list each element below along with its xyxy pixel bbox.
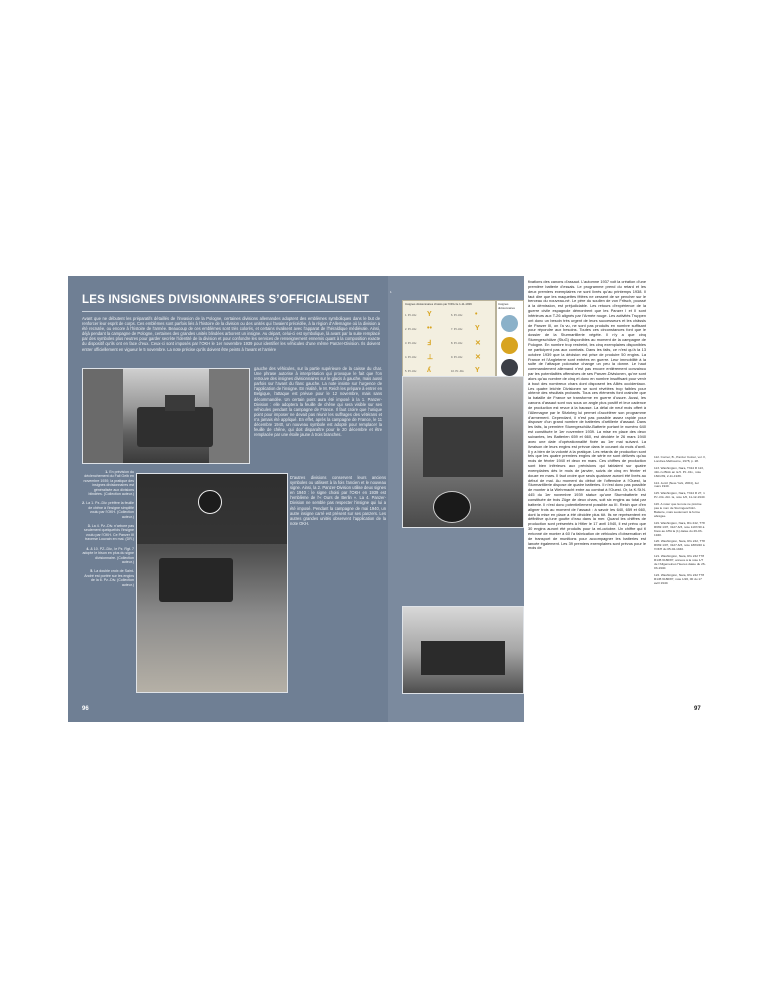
figure-ref: 1 (390, 290, 392, 294)
caption-2 (82, 501, 134, 519)
insignia-y-icon: Y (475, 325, 480, 332)
caption-list (82, 470, 134, 592)
tank-hull (423, 417, 503, 477)
footnote: 114. Jentz (New-York, 2004), 1er mars 1940. (654, 480, 700, 489)
tank-body (421, 641, 505, 675)
insignia-dots-icon: •• (427, 325, 432, 332)
left-page (68, 276, 388, 722)
title-rule (82, 311, 380, 312)
emblem-inset (433, 491, 471, 523)
caption-text: La 1. Pz.-Div. préfère la feuille de chêne à l’insigne simplifié voulu par l’OKH. (Collection auteur.) (86, 501, 134, 519)
insignia-label: 6. Pz.-Div. (451, 314, 463, 317)
footnote: 113. Washington, Nara, T314 R 113, 41b-zu Blick an la 5. Pz.-Div., note 1601/39, 2-11-1939. (654, 465, 704, 478)
tank-convoy (159, 558, 233, 602)
footnote: 116. A noter que la note ne précise pas le nom de Sturmgeschütz-Batterie, mais seulement la forme abrégée. (654, 502, 702, 518)
insignia-label: 8. Pz.-Div. (451, 342, 463, 345)
badge-column (496, 300, 524, 384)
intro-text: Avant que ne débutent les préparatifs détaillés de l’invasion de la Pologne, certaines divisions allemandes adoptent des emblèmes symboliques dans le but de renforcer leur esprit de corps. Ces emblèmes sont parfois liés à l’histoire de la division ou des unités qui l’avaient précédée, à la région d’Allemagne où la division a été recrutée, ou encore à l’histoire de l’armée. Beaucoup de ces emblèmes sont très colorés, et certains rivalisent avec l’apparat de l’héraldique médiévale. Ainsi, déjà pendant la campagne de Pologne, certaines des grandes unités blindées arborent un insigne. Au départ, celui-ci est symbolique, là avant par la suite remplacé par des symboles plus neutres pour garder secrète l’identité de la division et pour confondre les services de renseignement ennemis quant à la composition exacte du dispositif qu’ils ont en face d’eux. Ceux-ci sont imposés par l’OKH le 1er novembre 1939 pour identifier les véhicules d’une même Panzer-Division. Ils doivent entrer officiellement en vigueur le 5 novembre. La note précise qu’ils doivent être peints à l’avant et l’arrière (82, 316, 380, 352)
photo-tank-side (402, 606, 524, 694)
insignia-cross-icon: ✕ (475, 340, 481, 347)
badge-dot-icon (501, 337, 518, 354)
insignia-label: 3. Pz.-Div. (405, 342, 417, 345)
caption-5 (82, 569, 134, 587)
insignia-label: 4. Pz.-Div. (405, 356, 417, 359)
insignia-chart (402, 300, 496, 384)
footnote: 115. Washington, Nara, T314 R 27, 1 Pz.-Div. Abt. Ia, note 1/0, 11-12-1940. (654, 491, 706, 500)
insignia-y-icon: Y (427, 311, 432, 318)
tank-silhouette (137, 407, 213, 447)
column-text: gauche des véhicules, sur la partie supérieure de la caisse du char. Une phrase autorise à interprétation qui provoque le fait que l’on retrouve des insignes divisionnaires sur le glacis à gauche, mais aussi parfois sur l’avant du flanc gauche. La note insiste sur l’urgence de l’application de l’insigne. En réalité, le M. Reich les prépare à entrer en Belgique, l’attaque est prévue pour le 12 novembre, mais sans décommandée. Un certain point aura été imposé à la 1. Panzer-Division : elle adoptera la feuille de chêne qui sera visible sur ses véhicules pendant la campagne de France. Il faut croire que l’unique point pour imposer ne devait pas réunir les suffrages des vétérans et n’a jamais été appliqué. En effet, après la campagne de France, le 11 décembre 1940, un nouveau symbole est adopté pour remplacer la feuille de chêne, qui doit disparaître pour le 20 décembre et être remplacée par une étoile jaune à trois branches. (254, 366, 382, 438)
caption-number: 3. (87, 524, 91, 529)
oak-leaf-emblem (198, 490, 222, 514)
insignia-row (405, 353, 493, 365)
caption-number: 1. (105, 470, 109, 474)
insignia-label: 5. Pz.-Div. (405, 370, 417, 373)
footnote: 119. Washington, Nara, RG 242, T78 R669 1/07, 3127-6/3, note 1197/40 à Kiew au AHA la (1) datée du 26-03-1940. (654, 520, 705, 537)
insignia-row (405, 325, 493, 337)
caption-number: 5. (90, 569, 94, 574)
photo-street-tank (82, 368, 250, 464)
caption-number: 4. (86, 546, 90, 551)
footnote: 121. Washington, Nara, RG 242 T78 R145 6180/87, annexe à la note 1/7 de l’Allgemeines Heeres datée du 26-03-1940. (654, 554, 706, 570)
footnote: 122. Washington, Nara, RG 242 T78 R145 6180/87, note 1/20, 00 du 17 avril 1940. (654, 572, 705, 585)
magazine-spread (68, 276, 708, 722)
footnote: 120. Washington, Nara, RG 242, T78 R669 1/07, 3127-6/3, note 1883/40 à l’OKH du 05-04-1940. (654, 539, 705, 552)
page-number-right: 97 (694, 706, 701, 712)
footnote: 112. Corner, B., Panzer Colour, vol. II, Londres-Melbourne, 1978, p. 28. (654, 456, 706, 463)
insignia-row (405, 311, 493, 323)
tank-turret (165, 395, 195, 411)
insignia-label: 10. Pz.-Div. (451, 370, 465, 373)
building-right (209, 369, 249, 463)
caption-text: La double croix de Saint-André est portée sur les engins de la 6. Pz.-Div. (Collection auteur.) (84, 569, 134, 587)
insignia-row (405, 339, 493, 351)
insignia-label: 9. Pz.-Div. (451, 356, 463, 359)
caption-text: & 10. PZ.-Div., le Pz. Rgt. 7 adopte le bison en plus du signe divisionnaire. (Collection auteur.) (82, 546, 134, 564)
mid-column-text: D’autres divisions conservent leurs anciens symboles ou utilisent à la fois l’ancien et le nouveau signe. Ainsi, la 2. Panzer-Division utilise deux signes en 1940 : le signe choisi par l’OKH en 1939 est l’emblème de l’« Ours de Berlin ». La 4. Panzer-Division ne semble pas respecter l’insigne qui lui a été imposé. Pendant la campagne de mai 1940, un autre insigne carré est présent sur ses panzers. Les autres grandes unités observent l’application de la note OKH. (290, 475, 386, 526)
badge-dark-icon (501, 359, 518, 376)
page-number-left: 96 (82, 706, 89, 712)
insignia-hook-icon: ʎ (427, 367, 431, 374)
caption-3 (82, 524, 134, 542)
main-column-text: fixations des canons d’assaut. L’automne 1937 voit la création d’une première batterie d’essais. Le programme prend du retard et les deux premiers exemplaires ne sont livrés qu’au printemps 1938. Il faut dire que les maquettes fêlées ne cessent de se pencher sur le berceau du nouveau-né. Le père du soulien de von Fritsch, poussé à la démission, est préjudiciable. Les retours d’expérience de la guerre civile espagnole démontrent que les Panzer I et II sont inférieurs aux T-26 alignés par l’Armée rouge. Les activités Truppen ont donc un besoin très urgent de leurs successeurs et les châssis de Panzer III, on l’a vu, ne sont pas produits en nombre suffisant pour répondre aux besoins. Toutes ces circonstances font que le dossier de la Sturmartillerie végète. Il n’y a que cinq Sturmgeschütze (StuG) disponibles au moment de la campagne de Pologne. En nombre trop restreint, les cinq exemplaires disponibles ne participent pas aux combats. Dans les faits, ce n’est qu’à la 13 octobre 1939 que la décision est prise de produire 50 engins. La France et l’Angleterre sont entrées en guerre. Leur immobilité à la suite de l’attaque polonaise change un peu la donne. Le haut commandement allemand n’est pas encore entièrement convaincu par les potentialités offensives de ses Panzer-Divisionen, qu’ne sont alors qu’au nombre de cinq et donc en nombre insuffisant pour venir à bout des nombreux chars dont disposent les Alliés occidentaux. Les quatre leichte Divisionen se sont révélées trop faibles pour obtenir des résultats probants. Tous ces éléments font craindre que la bataille de France se transforme en guerre d’usure. Aussi, les canons d’assaut sont vus sous un angle plus positif et leur cadence de production est revue à la hausse. La délai de neuf mois offert à l’Allemagne par le Sitzkrieg lui permet d’accélérer son programme d’armement. Cependant, il n’est pas possible assez rapide pour disposer d’un grand nombre de batteries d’artillerie d’assaut. Dans les faits, la première Sturmgeschütz-Batterie portant le numéro 640 est constituée le 1er novembre 1939. La mise en place des deux suivantes, les Batterien 659 et 660, est décidée le 26 mars 1940 avec une date d’opérationnalité fixée au 1er mai suivant. La livraison de leurs engins est prévue dans le courant du mois d’avril. Il y a bien de la volonté à la pratique. Les retards de production sont tels que les quatre premiers engins de série ne sont délivrés qu’au mois de février 1940 et deux en mars. Ces chiffres de production sont bien inférieurs aux prévisions qui tablaient sur quatre exemplaires dès le mois de janvier, suivis de cinq en février et douze en mars. Il faut croire que seuls quatorze auront été livrés au début de mai. Au moment du début de l’offensive à l’Ouest, la Sturmartillerie dispose de quatre batteries. Il n’est donc pas possible de monter à la Wehrmacht entre au combat à l’Ouest. Or, la K.St.N. 445 du 1er novembre 1939 statue qu’une Sturmbatterie est constituée de trois Züge de deux chars, soit six engins au total par batterie. Il n’est donc potentiellement possible au III. Reich que d’en aligner trois au moment de l’assaut : à savoir les 640, 659 et 660, dont la mise en place a été décidée plus tôt. Ils ne représentent en définitive qu’une goutte d’eau dans la mer. Quand les chiffres de production sont présentés à Hitler le 17 avril 1940, il est prévu que 30 engins auront été produits pour la mi-octobre. Un chiffre qui tl entonné de monter à 60 l’a fabrication de véhicules d’observation et de transport de munitions pour accompagner les batteries est lancée également. Les 39 premiers exemplaires sont prévus pour le mois de (528, 280, 646, 551)
caption-4 (82, 547, 134, 565)
insignia-bar-icon: ⊥ (427, 354, 434, 361)
photo-tank-front (402, 376, 524, 528)
badge-title: Insignes divisionnaires (498, 302, 515, 310)
right-page (388, 276, 708, 722)
caption-number: 2. (82, 501, 86, 506)
right-text-area (524, 276, 708, 722)
insignia-label: 1. Pz.-Div. (405, 314, 417, 317)
insignia-cross-icon: ✕ (475, 354, 481, 361)
footnotes (654, 456, 706, 686)
building-left (83, 369, 123, 463)
insignia-dot-icon: • (475, 311, 478, 318)
insignia-label: 2. Pz.-Div. (405, 328, 417, 331)
caption-text: En prévision du déclenchement du Fall Gelb en novembre 1939, la pratique des insignes divisionnaires est généralisée aux divisions blindées. (Collection auteur.) (83, 470, 134, 497)
insignia-label: 7. Pz.-Div. (451, 328, 463, 331)
caption-1 (82, 470, 134, 496)
insignia-chart-title: Insignes divisionnaires choisis par l’OKH le 1-11-1939 (405, 302, 472, 306)
badge-oak-icon (501, 315, 518, 332)
page-title: LES INSIGNES DIVISIONNAIRES S’OFFICIALISENT (82, 294, 370, 306)
caption-text: La 4. Pz.-Div. n’arbore pas seulement quelquefois l’insigne voulu par l’OKH. Ce Panzer III traverse Louvain en mai. (DR.) (84, 524, 134, 542)
insignia-bracket-icon: Ⅎ (427, 340, 432, 347)
insignia-y-icon: Y (475, 367, 480, 374)
